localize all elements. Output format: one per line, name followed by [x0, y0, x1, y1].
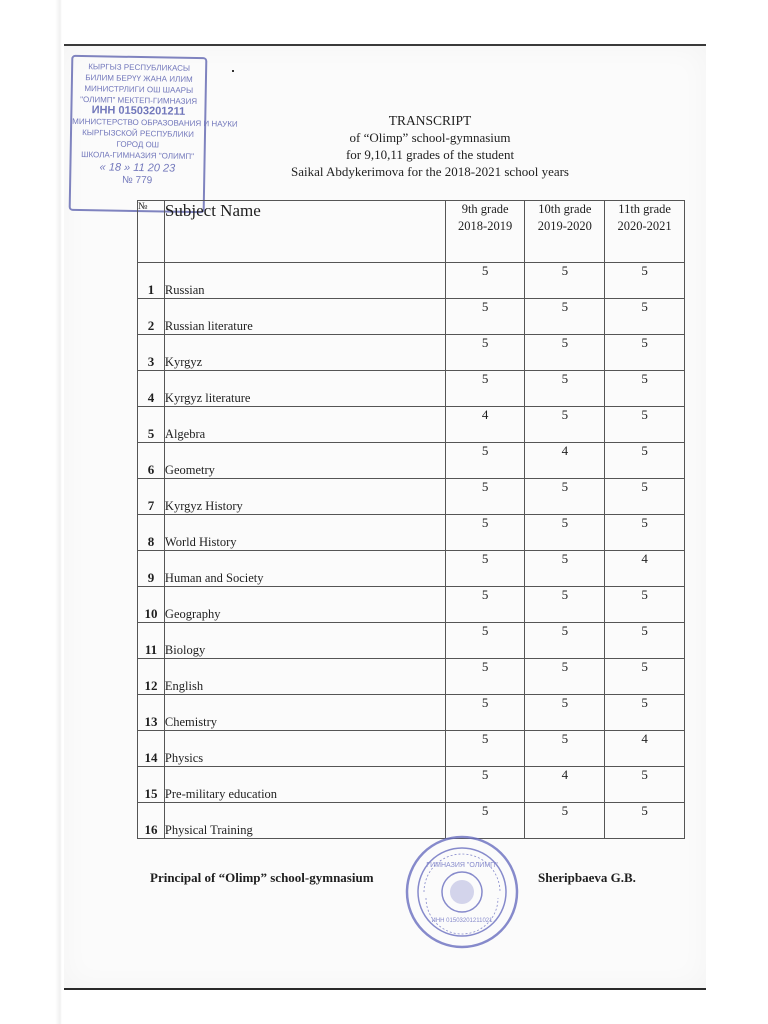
grade-10-value: 5 — [525, 299, 605, 335]
grade-9-value: 5 — [445, 623, 525, 659]
grade-10-value: 5 — [525, 335, 605, 371]
scan-edge — [0, 0, 62, 1024]
stamp-inn: ИНН 01503201211 — [91, 104, 186, 118]
row-number: 3 — [138, 335, 165, 371]
row-number: 12 — [138, 659, 165, 695]
grade-9-value: 5 — [445, 335, 525, 371]
grade-9-value: 5 — [445, 443, 525, 479]
grade-years: 2020-2021 — [617, 219, 672, 233]
grade-11-value: 4 — [605, 551, 685, 587]
row-number: 16 — [138, 803, 165, 839]
table-row — [138, 659, 685, 695]
grade-9-value: 5 — [445, 299, 525, 335]
table-row — [138, 263, 685, 299]
grade-11-value: 5 — [605, 479, 685, 515]
row-number: 8 — [138, 515, 165, 551]
principal-name: Sheripbaeva G.B. — [538, 870, 636, 885]
table-row — [138, 335, 685, 371]
subject-name: Geometry — [164, 443, 445, 479]
stamp-line: МИНИСТРЛИГИ ОШ ШААРЫ — [84, 84, 194, 95]
grade-11-value: 5 — [605, 515, 685, 551]
row-number: 2 — [138, 299, 165, 335]
title-line: of “Olimp” school-gymnasium — [349, 130, 511, 145]
header-grade-11 — [605, 201, 685, 263]
grade-10-value: 5 — [525, 659, 605, 695]
stamp-line: "ОЛИМП" МЕКТЕП-ГИМНАЗИЯ — [80, 94, 198, 107]
table-row — [138, 479, 685, 515]
stamp-line: КЫРГЫЗ РЕСПУБЛИКАСЫ — [88, 62, 191, 73]
subject-name: Chemistry — [164, 695, 445, 731]
row-number: 11 — [138, 623, 165, 659]
title-line: for 9,10,11 grades of the student — [345, 147, 515, 162]
table-row — [138, 443, 685, 479]
table-body — [138, 263, 685, 839]
grades-table — [137, 200, 685, 839]
table-row — [138, 695, 685, 731]
grade-9-value: 5 — [445, 731, 525, 767]
grade-11-value: 5 — [605, 659, 685, 695]
grade-11-value: 5 — [605, 407, 685, 443]
grade-10-value: 5 — [525, 803, 605, 839]
grade-11-value: 5 — [605, 695, 685, 731]
grade-9-value: 5 — [445, 695, 525, 731]
grade-10-value: 5 — [525, 263, 605, 299]
table-row — [138, 623, 685, 659]
grade-11-value: 5 — [605, 335, 685, 371]
stamp-line: МИНИСТЕРСТВО ОБРАЗОВАНИЯ И НАУКИ — [72, 116, 238, 129]
seal-inn: ИНН 01503201211021 — [431, 918, 493, 924]
header-grade-10 — [525, 201, 605, 263]
grade-9-value: 5 — [445, 515, 525, 551]
document-title — [240, 112, 620, 180]
grade-10-value: 5 — [525, 479, 605, 515]
stamp-date: « 18 » 11 20 23 — [99, 161, 176, 175]
subject-name: Human and Society — [164, 551, 445, 587]
table-row — [138, 407, 685, 443]
subject-name: Pre-military education — [164, 767, 445, 803]
stamp-line: ШКОЛА-ГИМНАЗИЯ "ОЛИМП" — [81, 150, 195, 161]
grade-11-value: 5 — [605, 767, 685, 803]
principal-title: Principal of “Olimp” school-gymnasium — [150, 870, 374, 885]
grade-11-value: 5 — [605, 299, 685, 335]
subject-name: Russian — [164, 263, 445, 299]
title-line: TRANSCRIPT — [388, 113, 472, 128]
grade-10-value: 4 — [525, 443, 605, 479]
grade-years: 2019-2020 — [537, 219, 592, 233]
school-seal — [404, 834, 520, 950]
grade-10-value: 5 — [525, 695, 605, 731]
subject-name: Physics — [164, 731, 445, 767]
grade-9-value: 4 — [445, 407, 525, 443]
grade-10-value: 5 — [525, 371, 605, 407]
grade-9-value: 5 — [445, 659, 525, 695]
subject-name: English — [164, 659, 445, 695]
table-row — [138, 731, 685, 767]
grade-11-value: 5 — [605, 443, 685, 479]
grade-10-value: 5 — [525, 731, 605, 767]
row-number: 13 — [138, 695, 165, 731]
grade-label: 11th grade — [618, 202, 671, 216]
row-number: 6 — [138, 443, 165, 479]
subject-name: Physical Training — [164, 803, 445, 839]
grade-9-value: 5 — [445, 479, 525, 515]
grade-10-value: 5 — [525, 623, 605, 659]
header-grade-9 — [445, 201, 525, 263]
grade-9-value: 5 — [445, 371, 525, 407]
grade-10-value: 5 — [525, 551, 605, 587]
row-number: 9 — [138, 551, 165, 587]
title-line: Saikal Abdykerimova for the 2018-2021 school years — [291, 164, 569, 179]
subject-name: Geography — [164, 587, 445, 623]
grade-11-value: 5 — [605, 587, 685, 623]
header-subject: Subject Name — [164, 201, 445, 263]
stamp-number: № 779 — [121, 174, 153, 187]
grade-10-value: 5 — [525, 407, 605, 443]
row-number: 14 — [138, 731, 165, 767]
grade-label: 10th grade — [538, 202, 592, 216]
table-header-row — [138, 201, 685, 263]
subject-name: World History — [164, 515, 445, 551]
table-row — [138, 299, 685, 335]
seal-emblem-core — [450, 880, 474, 904]
grade-11-value: 5 — [605, 623, 685, 659]
grade-9-value: 5 — [445, 551, 525, 587]
grade-9-value: 5 — [445, 767, 525, 803]
grade-11-value: 4 — [605, 731, 685, 767]
grade-9-value: 5 — [445, 803, 525, 839]
grade-9-value: 5 — [445, 263, 525, 299]
subject-name: Biology — [164, 623, 445, 659]
stamp-line: ГОРОД ОШ — [116, 139, 160, 150]
grade-11-value: 5 — [605, 371, 685, 407]
table-row — [138, 551, 685, 587]
stamp-line: БИЛИМ БЕРҮҮ ЖАНА ИЛИМ — [85, 73, 193, 84]
grade-10-value: 4 — [525, 767, 605, 803]
grade-years: 2018-2019 — [458, 219, 513, 233]
grade-9-value: 5 — [445, 587, 525, 623]
table-row — [138, 587, 685, 623]
row-number: 15 — [138, 767, 165, 803]
row-number: 1 — [138, 263, 165, 299]
seal-inner-text: ГИМНАЗИЯ "ОЛИМП" — [426, 862, 498, 869]
table-row — [138, 371, 685, 407]
grade-10-value: 5 — [525, 515, 605, 551]
subject-name: Kyrgyz literature — [164, 371, 445, 407]
subject-name: Algebra — [164, 407, 445, 443]
grade-11-value: 5 — [605, 263, 685, 299]
row-number: 10 — [138, 587, 165, 623]
registration-stamp — [69, 55, 238, 213]
row-number: 5 — [138, 407, 165, 443]
stamp-line: КЫРГЫЗСКОЙ РЕСПУБЛИКИ — [82, 128, 194, 139]
subject-name: Kyrgyz History — [164, 479, 445, 515]
subject-name: Kyrgyz — [164, 335, 445, 371]
subject-name: Russian literature — [164, 299, 445, 335]
row-number: 7 — [138, 479, 165, 515]
table-row — [138, 767, 685, 803]
row-number: 4 — [138, 371, 165, 407]
header-number: № — [138, 201, 165, 263]
table-row — [138, 515, 685, 551]
grade-11-value: 5 — [605, 803, 685, 839]
ink-dot — [232, 70, 234, 72]
grade-label: 9th grade — [461, 202, 509, 216]
grade-10-value: 5 — [525, 587, 605, 623]
